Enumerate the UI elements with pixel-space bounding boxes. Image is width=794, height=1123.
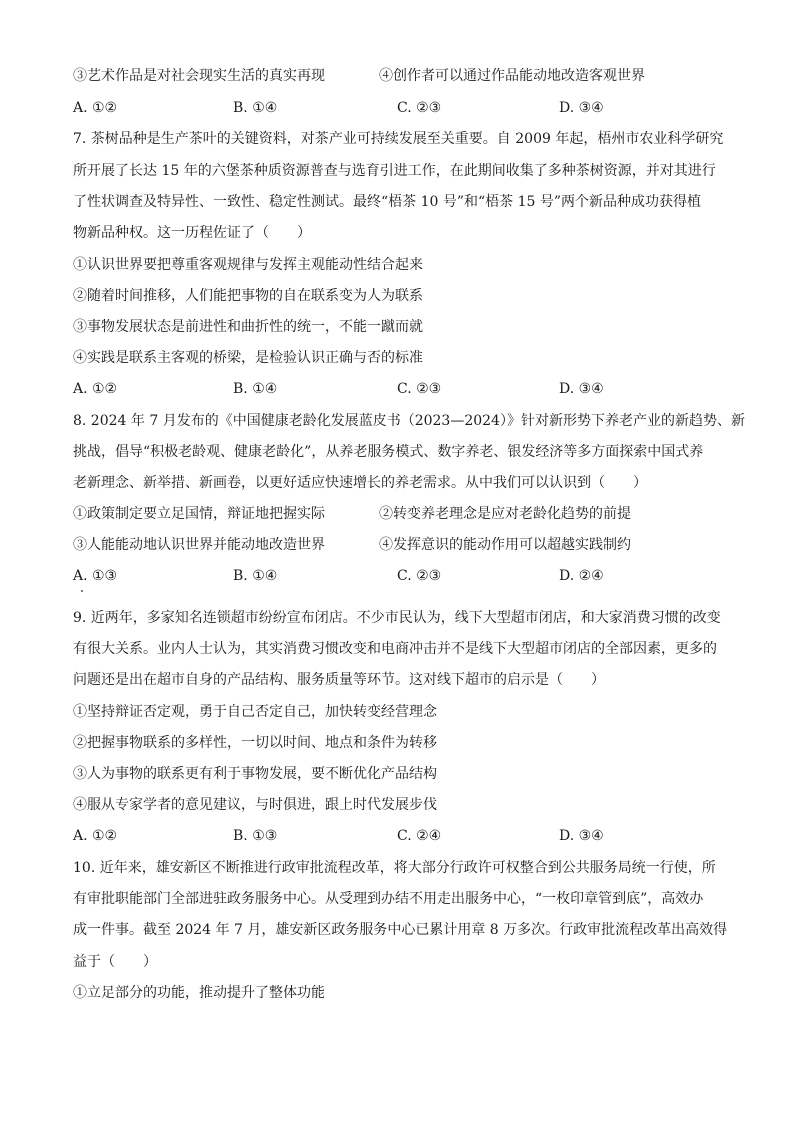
q6-item-4: ④创作者可以通过作品能动地改造客观世界 [379, 68, 645, 84]
q7-item-2: ②随着时间推移，人们能把事物的自在联系变为人为联系 [73, 288, 423, 304]
q7-item-4: ④实践是联系主客观的桥梁，是检验认识正确与否的标准 [73, 350, 423, 366]
q9-options [73, 826, 723, 846]
q7-option-b[interactable]: B. ①④ [233, 381, 278, 397]
q9-option-b[interactable]: B. ①③ [233, 828, 278, 844]
q7-option-a[interactable]: A. ①② [73, 381, 118, 397]
q6-item-3: ③艺术作品是对社会现实生活的真实再现 [73, 68, 325, 84]
q7-stem-line: 物新品种权。这一历程佐证了（ ） [73, 225, 311, 241]
q9-item-4: ④服从专家学者的意见建议，与时俱进，跟上时代发展步伐 [73, 797, 437, 813]
q7-item-1: ①认识世界要把尊重客观规律与发挥主观能动性结合起来 [73, 257, 423, 273]
q9-option-d[interactable]: D. ③④ [559, 828, 604, 844]
q8-options [73, 566, 723, 586]
q7-stem-line: 了性状调查及特异性、一致性、稳定性测试。最终“梧茶 10 号”和“梧茶 15 号”两个新品种成功获得植 [73, 194, 702, 210]
q10-stem-line: 成一件事。截至 2024 年 7 月，雄安新区政务服务中心已累计用章 8 万多次。行政审批流程改革出高效得 [73, 922, 728, 938]
q8-stem-line: 老新理念、新举措、新画卷，以更好适应快速增长的养老需求。从中我们可以认识到（ ） [73, 475, 647, 491]
q9-item-3: ③人为事物的联系更有利于事物发展，要不断优化产品结构 [73, 766, 437, 782]
q10-item-1: ①立足部分的功能，推动提升了整体功能 [73, 985, 325, 1001]
q6-option-c[interactable]: C. ②③ [397, 100, 442, 116]
stray-mark [81, 590, 83, 592]
q8-option-d[interactable]: D. ②④ [559, 568, 604, 584]
q8-items-row-2 [73, 535, 723, 555]
q8-stem-line: 8. 2024 年 7 月发布的《中国健康老龄化发展蓝皮书（2023—2024）》针对新形势下养老产业的新趋势、新 [73, 413, 745, 429]
q9-stem-line: 9. 近两年，多家知名连锁超市纷纷宣布闭店。不少市民认为，线下大型超市闭店，和大家消费习惯的改变 [73, 610, 721, 626]
q7-option-d[interactable]: D. ③④ [559, 381, 604, 397]
q6-options [73, 98, 723, 118]
q7-option-c[interactable]: C. ②③ [397, 381, 442, 397]
q8-option-b[interactable]: B. ①④ [233, 568, 278, 584]
q7-stem-line: 7. 茶树品种是生产茶叶的关键资料，对茶产业可持续发展至关重要。自 2009 年起，梧州市农业科学研究 [73, 131, 724, 147]
q8-item-2: ②转变养老理念是应对老龄化趋势的前提 [379, 506, 631, 522]
q10-stem-line: 益于（ ） [73, 954, 157, 970]
q8-stem-line: 挑战，倡导“积极老龄观、健康老龄化”，从养老服务模式、数字养老、银发经济等多方面探索中国式养 [73, 444, 704, 460]
q6-items-row [73, 66, 723, 86]
q9-option-c[interactable]: C. ②④ [397, 828, 442, 844]
q9-item-1: ①坚持辩证否定观，勇于自己否定自己，加快转变经营理念 [73, 704, 437, 720]
q7-stem-line: 所开展了长达 15 年的六堡茶种质资源普查与选育引进工作，在此期间收集了多种茶树资源，并对其进行 [73, 163, 716, 179]
q10-stem-line: 有审批职能部门全部进驻政务服务中心。从受理到办结不用走出服务中心，“一枚印章管到底”，高效办 [73, 891, 704, 907]
q6-option-b[interactable]: B. ①④ [233, 100, 278, 116]
q7-options [73, 379, 723, 399]
q6-option-a[interactable]: A. ①② [73, 100, 118, 116]
q8-option-c[interactable]: C. ②③ [397, 568, 442, 584]
q8-item-1: ①政策制定要立足国情，辩证地把握实际 [73, 506, 325, 522]
q10-stem-line: 10. 近年来，雄安新区不断推进行政审批流程改革，将大部分行政许可权整合到公共服务局统一行使，所 [73, 860, 716, 876]
q6-option-d[interactable]: D. ③④ [559, 100, 604, 116]
q8-option-a[interactable]: A. ①③ [73, 568, 118, 584]
q8-item-3: ③人能能动地认识世界并能动地改造世界 [73, 537, 325, 553]
q9-item-2: ②把握事物联系的多样性，一切以时间、地点和条件为转移 [73, 735, 437, 751]
q9-stem-line: 有很大关系。业内人士认为，其实消费习惯改变和电商冲击并不是线下大型超市闭店的全部因素，更多的 [73, 641, 717, 657]
q8-items-row-1 [73, 504, 723, 524]
q9-option-a[interactable]: A. ①② [73, 828, 118, 844]
q9-stem-line: 问题还是出在超市自身的产品结构、服务质量等环节。这对线下超市的启示是（ ） [73, 672, 605, 688]
q7-item-3: ③事物发展状态是前进性和曲折性的统一，不能一蹴而就 [73, 319, 423, 335]
q8-item-4: ④发挥意识的能动作用可以超越实践制约 [379, 537, 631, 553]
